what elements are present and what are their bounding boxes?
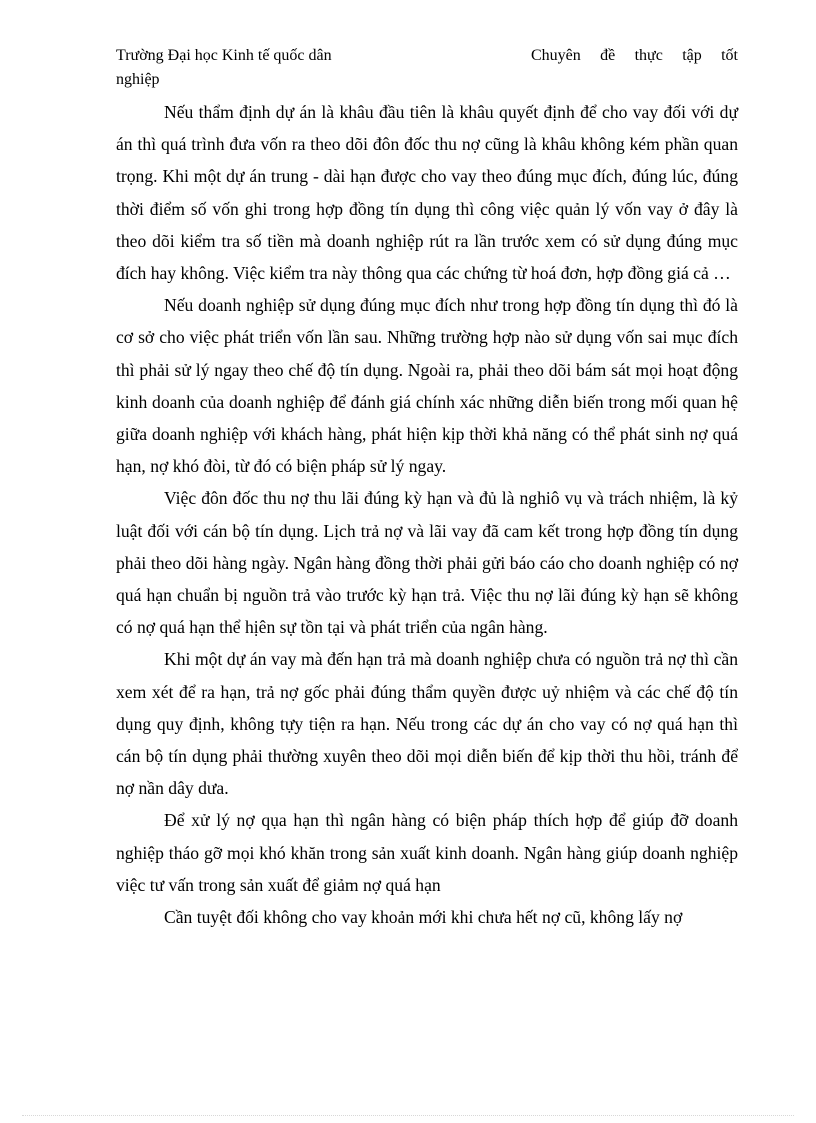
paragraph-5: Để xử lý nợ qụa hạn thì ngân hàng có biện pháp thích hợp để giúp đỡ doanh nghiệp tháo gỡ mọi khó khăn trong sản xuất kinh doanh. Ngân hàng giúp doanh nghiệp việc tư vấn trong sản xuất để giảm nợ quá hạn: [116, 810, 738, 895]
paragraph-4: Khi một dự án vay mà đến hạn trả mà doanh nghiệp chưa có nguồn trả nợ thì cần xem xét để ra hạn, trả nợ gốc phải đúng thẩm quyền được uỷ nhiệm và các chế độ tín dụng quy định, không tựy tiện ra hạn. Nếu trong các dự án cho vay có nợ quá hạn thì cán bộ tín dụng phải thường xuyên theo dõi mọi diễn biến để kịp thời thu hồi, tránh để nợ nần dây dưa.: [116, 649, 738, 799]
header-university: Trường Đại học Kinh tế quốc dân: [116, 47, 332, 64]
paragraph-6: Cần tuyệt đối không cho vay khoản mới khi chưa hết nợ cũ, không lấy nợ: [164, 907, 683, 928]
paragraph-2: Nếu doanh nghiệp sử dụng đúng mục đích như trong hợp đồng tín dụng thì đó là cơ sở cho việc phát triển vốn lần sau. Những trường hợp nào sử dụng vốn sai mục đích thì phải sử lý ngay theo chế độ tín dụng. Ngoài ra, phải theo dõi bám sát mọi hoạt động kinh doanh của doanh nghiệp để đánh giá chính xác những diễn biến trong mối quan hệ giữa doanh nghiệp với khách hàng, phát hiện kịp thời khả năng có thể phát sinh nợ quá hạn, nợ khó đòi, từ đó có biện pháp sử lý ngay.: [116, 295, 738, 477]
document-body: [116, 96, 738, 933]
header-report-title-continued: nghiệp: [116, 71, 160, 88]
paragraph-1: Nếu thẩm định dự án là khâu đầu tiên là khâu quyết định để cho vay đối với dự án thì quá trình đưa vốn ra theo dõi đôn đốc thu nợ cũng là khâu không kém phần quan trọng. Khi một dự án trung - dài hạn được cho vay theo đúng mục đích, đúng lúc, đúng thời điểm số vốn ghi trong hợp đồng tín dụng thì công việc quản lý vốn vay ở đây là theo dõi kiểm tra số tiền mà doanh nghiệp rút ra lần trước xem có sử dụng đúng mục đích hay không. Việc kiểm tra này thông qua các chứng từ hoá đơn, hợp đồng giá cả …: [116, 102, 738, 284]
page-bottom-divider: [22, 1115, 794, 1116]
paragraph-3: Việc đôn đốc thu nợ thu lãi đúng kỳ hạn và đủ là nghiô vụ và trách nhiệm, là kỷ luật đối với cán bộ tín dụng. Lịch trả nợ và lãi vay đã cam kết trong hợp đồng tín dụng phải theo dõi hàng ngày. Ngân hàng đồng thời phải gửi báo cáo cho doanh nghiệp có nợ quá hạn chuẩn bị nguồn trả vào trước kỳ hạn trả. Việc thu nợ lãi đúng kỳ hạn sẽ không có nợ quá hạn thể hịên sự tồn tại và phát triển của ngân hàng.: [116, 488, 738, 638]
header-report-title: Chuyên đề thực tập tốt: [531, 47, 738, 64]
